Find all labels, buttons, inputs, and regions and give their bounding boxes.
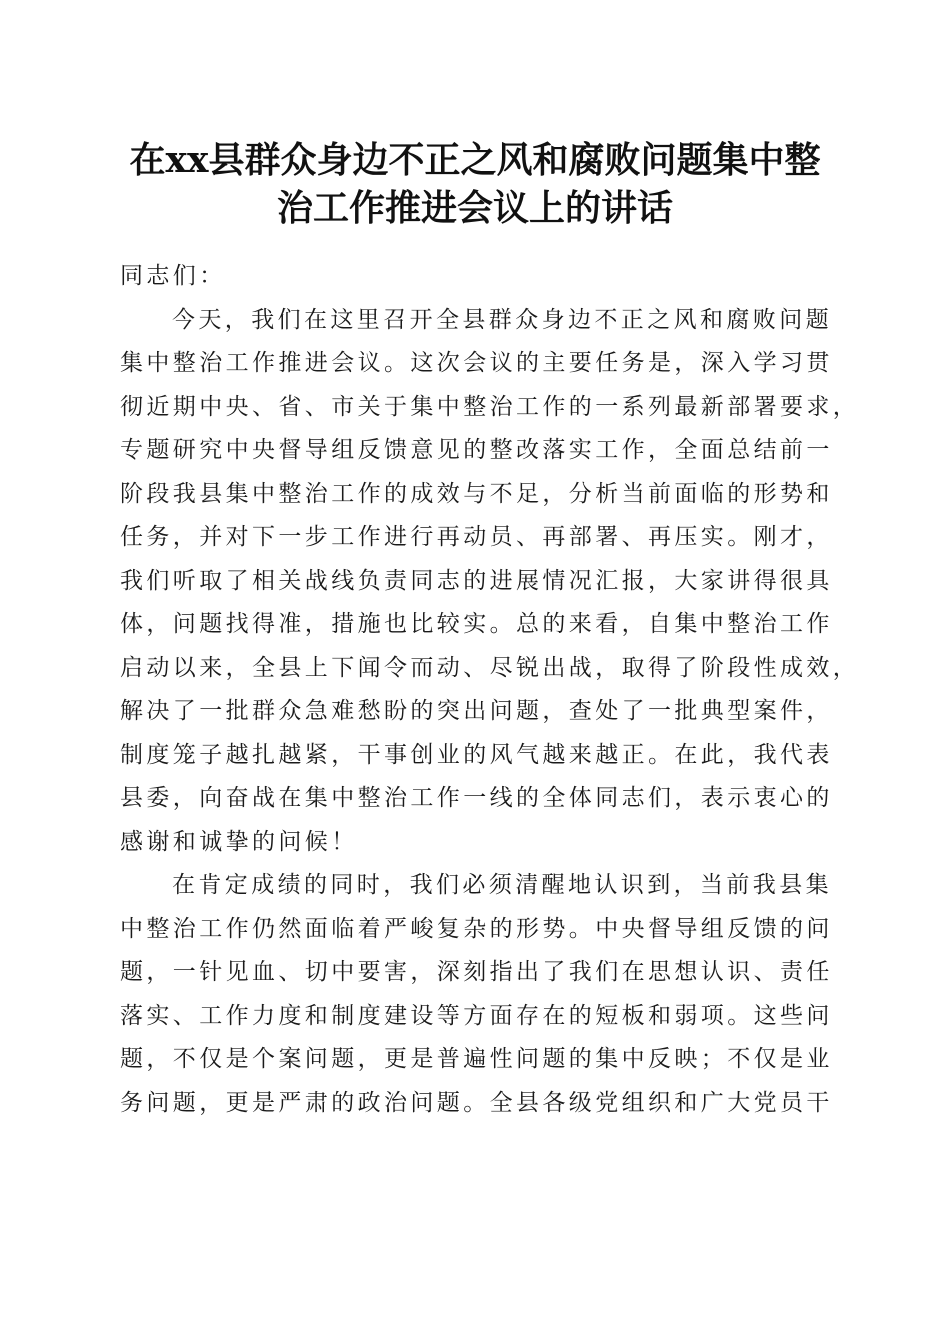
document-title <box>100 136 850 232</box>
paragraph-1 <box>120 299 860 865</box>
paragraph-line: 县委，向奋战在集中整治工作一线的全体同志们，表示衷心的 <box>120 785 833 811</box>
paragraph-line: 今天，我们在这里召开全县群众身边不正之风和腐败问题 <box>172 306 832 333</box>
paragraph-line: 启动以来，全县上下闻令而动、尽锐出战，取得了阶段性成效， <box>120 654 860 681</box>
paragraph-line: 解决了一批群众急难愁盼的突出问题，查处了一批典型案件， <box>120 698 833 724</box>
paragraph-line: 制度笼子越扎越紧，干事创业的风气越来越正。在此，我代表 <box>120 741 833 768</box>
paragraph-line: 彻近期中央、省、市关于集中整治工作的一系列最新部署要求， <box>120 393 860 420</box>
salutation: 同志们： <box>120 263 226 289</box>
paragraph-line: 专题研究中央督导组反馈意见的整改落实工作，全面总结前一 <box>120 437 833 463</box>
paragraph-line: 感谢和诚挚的问候！ <box>120 828 358 855</box>
paragraph-line: 中整治工作仍然面临着严峻复杂的形势。中央督导组反馈的问 <box>120 915 833 942</box>
paragraph-line: 务问题，更是严肃的政治问题。全县各级党组织和广大党员干 <box>120 1089 833 1116</box>
paragraph-2 <box>120 864 833 1125</box>
title-line: 治工作推进会议上的讲话 <box>276 187 673 229</box>
paragraph-line: 我们听取了相关战线负责同志的进展情况汇报，大家讲得很具 <box>120 567 833 594</box>
title-line: 在xx县群众身边不正之风和腐败问题集中整 <box>129 139 821 181</box>
document-body <box>120 255 860 1125</box>
paragraph-line: 集中整治工作推进会议。这次会议的主要任务是，深入学习贯 <box>120 350 833 376</box>
paragraph-line: 在肯定成绩的同时，我们必须清醒地认识到，当前我县集 <box>172 872 832 898</box>
paragraph-line: 题，一针见血、切中要害，深刻指出了我们在思想认识、责任 <box>120 959 833 985</box>
paragraph-line: 阶段我县集中整治工作的成效与不足，分析当前面临的形势和 <box>120 480 833 507</box>
paragraph-line: 任务，并对下一步工作进行再动员、再部署、再压实。刚才， <box>120 524 833 550</box>
paragraph-line: 落实、工作力度和制度建设等方面存在的短板和弱项。这些问 <box>120 1002 833 1029</box>
paragraph-line: 题，不仅是个案问题，更是普遍性问题的集中反映；不仅是业 <box>120 1046 833 1072</box>
paragraph-line: 体，问题找得准，措施也比较实。总的来看，自集中整治工作 <box>120 611 833 637</box>
